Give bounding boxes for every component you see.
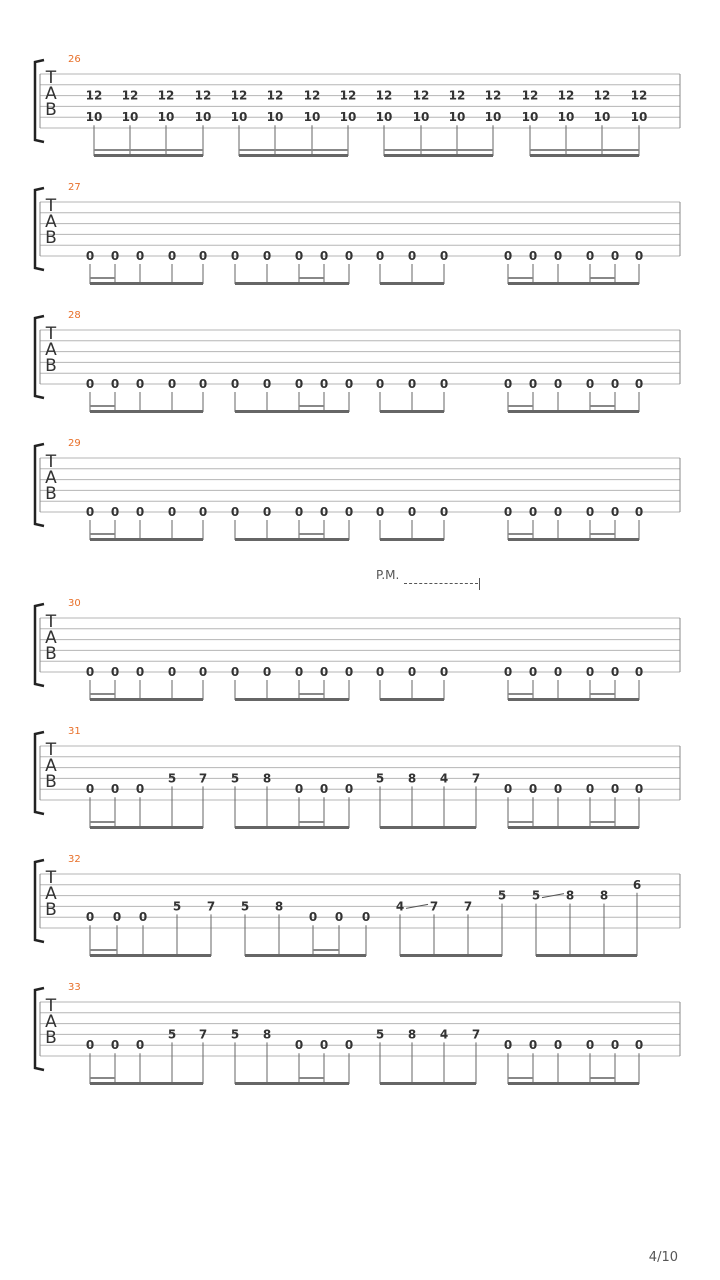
fret-number: 8	[565, 888, 575, 903]
fret-number: 10	[85, 110, 103, 125]
fret-number: 0	[344, 782, 354, 797]
tab-clef-letter: B	[45, 1028, 57, 1048]
fret-number: 0	[553, 1038, 563, 1053]
fret-number: 0	[198, 665, 208, 679]
sub-beam	[508, 693, 533, 695]
sub-beam	[590, 693, 615, 695]
fret-number: 0	[553, 782, 563, 797]
fret-number: 0	[634, 249, 644, 263]
tab-clef-letter: B	[45, 900, 57, 920]
fret-number: 0	[110, 249, 120, 263]
fret-number: 0	[262, 505, 272, 519]
fret-number: 0	[553, 377, 563, 391]
sub-beam	[590, 1077, 615, 1079]
fret-number: 0	[262, 249, 272, 263]
palm-mute-end-mark	[479, 578, 480, 590]
fret-number: 0	[85, 1038, 95, 1053]
sub-beam	[90, 405, 115, 407]
measure-number: 28	[68, 310, 81, 321]
fret-number: 7	[429, 899, 439, 914]
fret-number: 0	[344, 249, 354, 263]
beam	[239, 149, 348, 151]
fret-number: 0	[230, 505, 240, 519]
fret-number: 0	[610, 1038, 620, 1053]
fret-number: 0	[230, 665, 240, 679]
tab-clef-letter: T	[45, 740, 57, 760]
fret-number: 0	[198, 249, 208, 263]
fret-number: 0	[439, 665, 449, 679]
fret-number: 5	[230, 1027, 240, 1042]
sub-beam	[90, 949, 117, 951]
fret-number: 0	[85, 505, 95, 519]
fret-number: 12	[630, 88, 648, 103]
fret-number: 0	[167, 249, 177, 263]
sub-beam	[590, 533, 615, 535]
fret-number: 0	[439, 505, 449, 519]
beam	[245, 954, 366, 957]
sub-beam	[590, 277, 615, 279]
sub-beam	[90, 533, 115, 535]
tab-clef-letter: B	[45, 644, 57, 664]
beam	[384, 149, 493, 151]
beam	[235, 1082, 349, 1085]
fret-number: 0	[528, 665, 538, 679]
fret-number: 0	[167, 377, 177, 391]
fret-number: 5	[375, 1027, 385, 1042]
fret-number: 12	[230, 88, 248, 103]
fret-number: 0	[553, 665, 563, 679]
fret-number: 0	[135, 249, 145, 263]
fret-number: 0	[585, 249, 595, 263]
beam	[90, 698, 203, 701]
fret-number: 5	[375, 771, 385, 786]
fret-number: 0	[294, 505, 304, 519]
fret-number: 0	[503, 249, 513, 263]
fret-number: 12	[484, 88, 502, 103]
fret-number: 0	[135, 782, 145, 797]
fret-number: 0	[407, 665, 417, 679]
fret-number: 0	[553, 249, 563, 263]
fret-number: 0	[610, 377, 620, 391]
beam	[90, 954, 211, 957]
beam	[530, 154, 639, 157]
beam	[235, 538, 349, 541]
tab-clef-letter: B	[45, 100, 57, 120]
fret-number: 7	[471, 1027, 481, 1042]
fret-number: 0	[110, 377, 120, 391]
tab-clef-letter: A	[45, 884, 57, 904]
fret-number: 0	[361, 910, 371, 925]
sub-beam	[299, 405, 324, 407]
fret-number: 0	[585, 1038, 595, 1053]
fret-number: 0	[553, 505, 563, 519]
beam	[90, 282, 203, 285]
fret-number: 4	[395, 899, 405, 914]
tab-system	[35, 182, 680, 285]
fret-number: 0	[319, 782, 329, 797]
beam	[380, 1082, 476, 1085]
fret-number: 0	[167, 665, 177, 679]
fret-number: 8	[599, 888, 609, 903]
fret-number: 5	[167, 771, 177, 786]
fret-number: 8	[262, 771, 272, 786]
sub-beam	[299, 533, 324, 535]
fret-number: 0	[294, 665, 304, 679]
tab-clef-letter: B	[45, 228, 57, 248]
fret-number: 0	[294, 249, 304, 263]
tab-clef-letter: T	[45, 452, 57, 472]
sub-beam	[90, 693, 115, 695]
beam	[235, 410, 349, 413]
fret-number: 0	[503, 377, 513, 391]
fret-number: 8	[274, 899, 284, 914]
sub-beam	[90, 277, 115, 279]
beam	[94, 149, 203, 151]
beam	[380, 538, 444, 541]
beam	[239, 154, 348, 157]
palm-mute-label: P.M.	[376, 568, 400, 582]
fret-number: 12	[412, 88, 430, 103]
sub-beam	[508, 277, 533, 279]
fret-number: 10	[375, 110, 393, 125]
fret-number: 8	[407, 1027, 417, 1042]
fret-number: 0	[308, 910, 318, 925]
beam	[235, 282, 349, 285]
fret-number: 0	[135, 377, 145, 391]
fret-number: 0	[319, 377, 329, 391]
tab-clef-letter: T	[45, 996, 57, 1016]
sub-beam	[313, 949, 339, 951]
beam	[536, 954, 637, 957]
fret-number: 0	[634, 377, 644, 391]
fret-number: 0	[319, 665, 329, 679]
fret-number: 0	[110, 1038, 120, 1053]
fret-number: 0	[503, 505, 513, 519]
fret-number: 0	[634, 782, 644, 797]
beam	[508, 282, 639, 285]
fret-number: 0	[634, 505, 644, 519]
measure-number: 27	[68, 182, 81, 193]
fret-number: 12	[448, 88, 466, 103]
tab-clef-letter: A	[45, 756, 57, 776]
fret-number: 0	[503, 665, 513, 679]
beam	[380, 282, 444, 285]
tab-clef-letter: T	[45, 324, 57, 344]
tab-clef-letter: B	[45, 484, 57, 504]
beam	[384, 154, 493, 157]
fret-number: 0	[262, 665, 272, 679]
sub-beam	[299, 693, 324, 695]
tab-system	[35, 310, 680, 413]
fret-number: 0	[198, 505, 208, 519]
beam	[235, 826, 349, 829]
fret-number: 4	[439, 771, 449, 786]
fret-number: 0	[344, 665, 354, 679]
fret-number: 10	[339, 110, 357, 125]
beam	[508, 410, 639, 413]
fret-number: 4	[439, 1027, 449, 1042]
measure-number: 30	[68, 598, 81, 609]
fret-number: 0	[135, 505, 145, 519]
fret-number: 0	[439, 377, 449, 391]
tab-clef-letter: A	[45, 84, 57, 104]
fret-number: 5	[172, 899, 182, 914]
fret-number: 0	[610, 665, 620, 679]
beam	[380, 698, 444, 701]
beam	[530, 149, 639, 151]
measure-number: 32	[68, 854, 81, 865]
beam	[380, 410, 444, 413]
fret-number: 0	[319, 1038, 329, 1053]
measure-number: 33	[68, 982, 81, 993]
fret-number: 8	[407, 771, 417, 786]
fret-number: 0	[634, 1038, 644, 1053]
fret-number: 0	[528, 782, 538, 797]
fret-number: 0	[610, 249, 620, 263]
fret-number: 0	[375, 505, 385, 519]
tab-clef-letter: A	[45, 468, 57, 488]
tab-system	[35, 54, 680, 157]
tab-clef-letter: A	[45, 1012, 57, 1032]
fret-number: 12	[194, 88, 212, 103]
fret-number: 10	[412, 110, 430, 125]
sub-beam	[508, 1077, 533, 1079]
fret-number: 0	[294, 782, 304, 797]
fret-number: 12	[593, 88, 611, 103]
fret-number: 10	[230, 110, 248, 125]
fret-number: 0	[230, 249, 240, 263]
fret-number: 0	[344, 1038, 354, 1053]
tab-system	[35, 854, 680, 957]
sub-beam	[299, 277, 324, 279]
sub-beam	[508, 533, 533, 535]
fret-number: 0	[112, 910, 122, 925]
fret-number: 12	[303, 88, 321, 103]
beam	[90, 410, 203, 413]
fret-number: 0	[407, 249, 417, 263]
fret-number: 5	[167, 1027, 177, 1042]
tab-clef-letter: B	[45, 772, 57, 792]
beam	[508, 1082, 639, 1085]
fret-number: 0	[503, 782, 513, 797]
fret-number: 10	[303, 110, 321, 125]
sub-beam	[508, 821, 533, 823]
fret-number: 0	[294, 377, 304, 391]
fret-number: 0	[167, 505, 177, 519]
palm-mute-dashed-line	[404, 583, 478, 584]
fret-number: 0	[407, 505, 417, 519]
fret-number: 7	[206, 899, 216, 914]
sub-beam	[90, 821, 115, 823]
fret-number: 0	[503, 1038, 513, 1053]
fret-number: 0	[344, 505, 354, 519]
tab-system	[35, 982, 680, 1085]
fret-number: 5	[497, 888, 507, 903]
fret-number: 10	[593, 110, 611, 125]
tab-clef-letter: A	[45, 340, 57, 360]
fret-number: 10	[194, 110, 212, 125]
sub-beam	[299, 1077, 324, 1079]
fret-number: 0	[585, 505, 595, 519]
fret-number: 0	[230, 377, 240, 391]
fret-number: 0	[110, 505, 120, 519]
fret-number: 12	[557, 88, 575, 103]
sub-beam	[508, 405, 533, 407]
fret-number: 0	[634, 665, 644, 679]
beam	[400, 954, 502, 957]
fret-number: 12	[339, 88, 357, 103]
fret-number: 0	[528, 249, 538, 263]
fret-number: 0	[344, 377, 354, 391]
fret-number: 10	[157, 110, 175, 125]
fret-number: 0	[262, 377, 272, 391]
fret-number: 0	[585, 782, 595, 797]
fret-number: 0	[198, 377, 208, 391]
fret-number: 12	[375, 88, 393, 103]
sub-beam	[299, 821, 324, 823]
fret-number: 0	[610, 505, 620, 519]
fret-number: 10	[557, 110, 575, 125]
measure-number: 31	[68, 726, 81, 737]
fret-number: 12	[121, 88, 139, 103]
fret-number: 0	[85, 665, 95, 679]
fret-number: 10	[630, 110, 648, 125]
fret-number: 7	[198, 771, 208, 786]
fret-number: 0	[375, 377, 385, 391]
fret-number: 0	[110, 665, 120, 679]
fret-number: 0	[85, 910, 95, 925]
tab-clef-letter: T	[45, 196, 57, 216]
measure-number: 26	[68, 54, 81, 65]
beam	[235, 698, 349, 701]
tab-clef-letter: B	[45, 356, 57, 376]
fret-number: 0	[85, 249, 95, 263]
fret-number: 12	[157, 88, 175, 103]
beam	[508, 698, 639, 701]
fret-number: 0	[138, 910, 148, 925]
fret-number: 8	[262, 1027, 272, 1042]
fret-number: 0	[110, 782, 120, 797]
fret-number: 0	[585, 665, 595, 679]
fret-number: 0	[528, 505, 538, 519]
fret-number: 0	[439, 249, 449, 263]
fret-number: 5	[531, 888, 541, 903]
fret-number: 0	[319, 249, 329, 263]
fret-number: 10	[121, 110, 139, 125]
beam	[380, 826, 476, 829]
sub-beam	[90, 1077, 115, 1079]
fret-number: 10	[266, 110, 284, 125]
beam	[508, 826, 639, 829]
page-number: 4/10	[648, 1250, 678, 1265]
beam	[94, 154, 203, 157]
fret-number: 0	[585, 377, 595, 391]
fret-number: 7	[463, 899, 473, 914]
fret-number: 0	[528, 377, 538, 391]
fret-number: 0	[85, 377, 95, 391]
fret-number: 5	[230, 771, 240, 786]
fret-number: 0	[135, 1038, 145, 1053]
fret-number: 0	[610, 782, 620, 797]
fret-number: 6	[632, 877, 642, 892]
tab-clef-letter: A	[45, 628, 57, 648]
fret-number: 0	[375, 665, 385, 679]
tab-clef-letter: T	[45, 868, 57, 888]
fret-number: 12	[85, 88, 103, 103]
sub-beam	[590, 821, 615, 823]
tab-system	[35, 438, 680, 541]
beam	[90, 538, 203, 541]
beam	[90, 1082, 203, 1085]
measure-number: 29	[68, 438, 81, 449]
tab-system	[35, 598, 680, 701]
beam	[90, 826, 203, 829]
beam	[508, 538, 639, 541]
tab-clef-letter: T	[45, 68, 57, 88]
fret-number: 0	[319, 505, 329, 519]
fret-number: 0	[334, 910, 344, 925]
fret-number: 0	[375, 249, 385, 263]
fret-number: 0	[294, 1038, 304, 1053]
fret-number: 7	[198, 1027, 208, 1042]
fret-number: 0	[135, 665, 145, 679]
fret-number: 0	[528, 1038, 538, 1053]
fret-number: 10	[448, 110, 466, 125]
fret-number: 10	[484, 110, 502, 125]
fret-number: 7	[471, 771, 481, 786]
fret-number: 12	[521, 88, 539, 103]
fret-number: 10	[521, 110, 539, 125]
fret-number: 12	[266, 88, 284, 103]
fret-number: 0	[407, 377, 417, 391]
sub-beam	[590, 405, 615, 407]
tab-clef-letter: T	[45, 612, 57, 632]
tab-clef-letter: A	[45, 212, 57, 232]
tab-system	[35, 726, 680, 829]
fret-number: 5	[240, 899, 250, 914]
fret-number: 0	[85, 782, 95, 797]
